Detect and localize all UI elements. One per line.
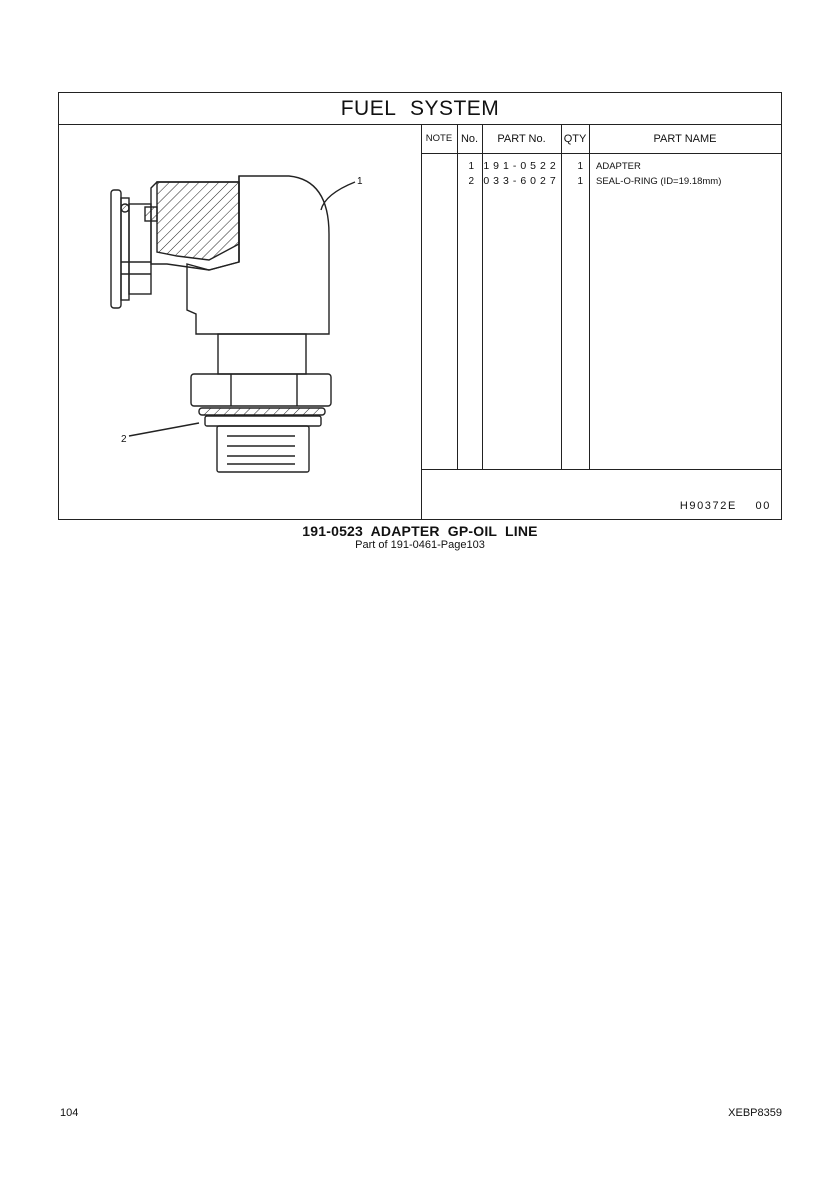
qty-column — [561, 124, 590, 469]
row-2-no: 2 — [468, 176, 474, 187]
illustration-code: H90372E 00 — [679, 500, 771, 512]
note-header: NOTE — [421, 124, 457, 154]
assembly-title: 191-0523 ADAPTER GP-OIL LINE — [302, 523, 538, 539]
row-2-qty: 1 — [577, 176, 583, 187]
no-header: No. — [457, 124, 482, 154]
row-2-part-no: 033-6027 — [483, 175, 560, 187]
part-name-column — [589, 124, 781, 469]
note-column — [421, 124, 458, 469]
illustration-code-box — [421, 469, 781, 519]
adapter-illustration — [59, 124, 421, 520]
part-no-header: PART No. — [482, 124, 561, 154]
callout-2: 2 — [121, 434, 127, 445]
row-2-part-name: SEAL-O-RING (ID=19.18mm) — [596, 176, 722, 187]
row-1-qty: 1 — [577, 161, 583, 172]
callout-1: 1 — [357, 176, 363, 187]
row-1-no: 1 — [468, 161, 474, 172]
qty-header: QTY — [561, 124, 589, 154]
parts-table — [421, 124, 781, 469]
page-number: 104 — [60, 1107, 79, 1119]
parts-diagram-frame — [58, 92, 782, 520]
assembly-reference: Part of 191-0461-Page103 — [355, 539, 485, 551]
document-id: XEBP8359 — [728, 1107, 782, 1119]
part-name-header: PART NAME — [589, 124, 781, 154]
exploded-view-drawing — [59, 124, 422, 519]
no-column — [457, 124, 483, 469]
row-1-part-name: ADAPTER — [596, 161, 641, 172]
row-1-part-no: 191-0522 — [483, 160, 560, 172]
section-title: FUEL SYSTEM — [59, 93, 781, 125]
part-no-column — [482, 124, 562, 469]
